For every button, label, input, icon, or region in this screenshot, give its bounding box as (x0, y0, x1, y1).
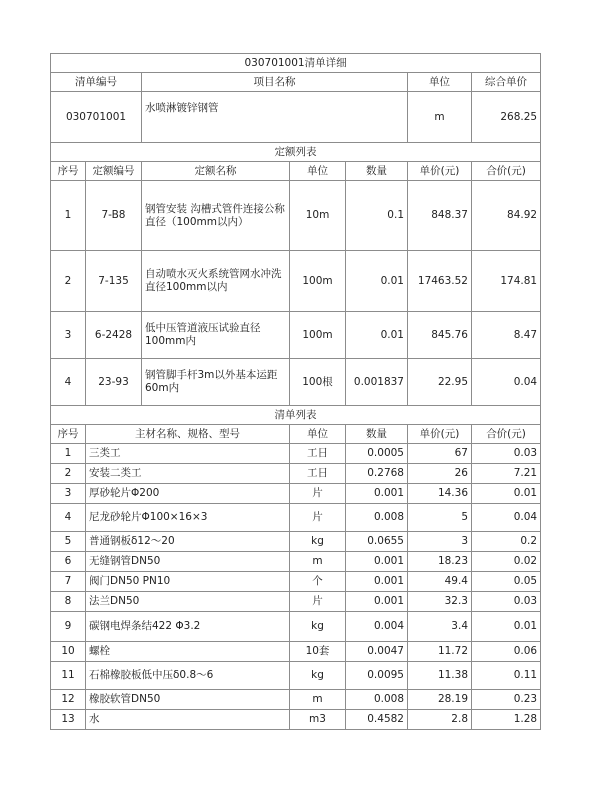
material-name: 尼龙砂轮片Φ100×16×3 (86, 504, 290, 532)
material-qty: 0.001 (346, 484, 408, 504)
material-name: 水 (86, 710, 290, 730)
material-name-header: 主材名称、规格、型号 (86, 425, 290, 444)
table-row (51, 612, 541, 642)
quota-total: 84.92 (472, 181, 541, 251)
material-total: 0.02 (472, 552, 541, 572)
material-qty-header: 数量 (346, 425, 408, 444)
material-qty: 0.008 (346, 690, 408, 710)
quota-name-header: 定额名称 (142, 162, 290, 181)
table-row (51, 710, 541, 730)
quota-code: 23-93 (86, 359, 142, 406)
quota-total: 174.81 (472, 251, 541, 312)
material-qty: 0.001 (346, 572, 408, 592)
table-row (51, 444, 541, 464)
material-section-title: 清单列表 (51, 406, 541, 425)
material-name: 普通钢板δ12～20 (86, 532, 290, 552)
quota-unit: 100根 (290, 359, 346, 406)
table-row (51, 662, 541, 690)
material-seq: 3 (51, 484, 86, 504)
material-unit-price: 3 (408, 532, 472, 552)
material-total: 0.05 (472, 572, 541, 592)
material-total: 1.28 (472, 710, 541, 730)
table-row (51, 690, 541, 710)
material-seq: 5 (51, 532, 86, 552)
material-unit: m (290, 552, 346, 572)
material-total: 0.04 (472, 504, 541, 532)
material-unit-price: 11.38 (408, 662, 472, 690)
quota-section-title: 定额列表 (51, 143, 541, 162)
table-row (51, 181, 541, 251)
material-unit: m3 (290, 710, 346, 730)
item-code: 030701001 (51, 92, 142, 143)
quota-seq: 3 (51, 312, 86, 359)
material-total: 0.03 (472, 444, 541, 464)
quota-unit-price: 17463.52 (408, 251, 472, 312)
quota-unit-price: 22.95 (408, 359, 472, 406)
material-total: 0.01 (472, 612, 541, 642)
quota-code: 7-B8 (86, 181, 142, 251)
table-title: 030701001清单详细 (51, 54, 541, 73)
material-total-header: 合价(元) (472, 425, 541, 444)
quota-qty: 0.001837 (346, 359, 408, 406)
material-total: 0.11 (472, 662, 541, 690)
material-name: 法兰DN50 (86, 592, 290, 612)
quota-total: 0.04 (472, 359, 541, 406)
item-unit: m (408, 92, 472, 143)
quota-qty: 0.1 (346, 181, 408, 251)
material-unit: kg (290, 662, 346, 690)
table-row (51, 572, 541, 592)
material-qty: 0.2768 (346, 464, 408, 484)
material-qty: 0.001 (346, 592, 408, 612)
material-total: 0.23 (472, 690, 541, 710)
material-name: 螺栓 (86, 642, 290, 662)
material-unit-price: 5 (408, 504, 472, 532)
material-unit: 个 (290, 572, 346, 592)
material-unit: kg (290, 532, 346, 552)
material-total: 0.06 (472, 642, 541, 662)
quota-unit: 100m (290, 251, 346, 312)
table-row (51, 251, 541, 312)
material-qty: 0.001 (346, 552, 408, 572)
material-name: 安装二类工 (86, 464, 290, 484)
material-qty: 0.008 (346, 504, 408, 532)
table-row (51, 552, 541, 572)
material-seq: 10 (51, 642, 86, 662)
material-unit-price: 18.23 (408, 552, 472, 572)
quota-name: 自动喷水灭火系统管网水冲洗直径100mm以内 (142, 251, 290, 312)
bill-detail-table (50, 53, 541, 730)
material-unit-price-header: 单价(元) (408, 425, 472, 444)
material-seq: 11 (51, 662, 86, 690)
material-unit: 片 (290, 504, 346, 532)
material-seq: 1 (51, 444, 86, 464)
item-price: 268.25 (472, 92, 541, 143)
quota-unit-price: 848.37 (408, 181, 472, 251)
material-unit-price: 28.19 (408, 690, 472, 710)
quota-qty: 0.01 (346, 251, 408, 312)
material-total: 7.21 (472, 464, 541, 484)
material-seq: 2 (51, 464, 86, 484)
material-name: 无缝钢管DN50 (86, 552, 290, 572)
material-unit-price: 49.4 (408, 572, 472, 592)
material-qty: 0.0047 (346, 642, 408, 662)
material-qty: 0.0095 (346, 662, 408, 690)
quota-seq: 1 (51, 181, 86, 251)
item-name: 水喷淋镀锌钢管 (142, 92, 408, 143)
material-qty: 0.4582 (346, 710, 408, 730)
material-total: 0.03 (472, 592, 541, 612)
material-qty: 0.0005 (346, 444, 408, 464)
table-row (51, 532, 541, 552)
quota-code-header: 定额编号 (86, 162, 142, 181)
quota-qty: 0.01 (346, 312, 408, 359)
material-seq: 7 (51, 572, 86, 592)
table-row (51, 484, 541, 504)
quota-seq: 4 (51, 359, 86, 406)
material-unit-price: 26 (408, 464, 472, 484)
item-unit-header: 单位 (408, 73, 472, 92)
quota-unit-price-header: 单价(元) (408, 162, 472, 181)
material-unit-price: 11.72 (408, 642, 472, 662)
material-unit: kg (290, 612, 346, 642)
material-name: 厚砂轮片Φ200 (86, 484, 290, 504)
material-unit-price: 32.3 (408, 592, 472, 612)
quota-unit: 10m (290, 181, 346, 251)
table-row (51, 359, 541, 406)
table-row (51, 464, 541, 484)
material-unit: 10套 (290, 642, 346, 662)
material-seq: 6 (51, 552, 86, 572)
table-row (51, 592, 541, 612)
item-name-header: 项目名称 (142, 73, 408, 92)
item-price-header: 综合单价 (472, 73, 541, 92)
material-name: 橡胶软管DN50 (86, 690, 290, 710)
quota-name: 钢管安装 沟槽式管件连接公称直径（100mm以内） (142, 181, 290, 251)
material-name: 石棉橡胶板低中压δ0.8～6 (86, 662, 290, 690)
material-unit: 片 (290, 484, 346, 504)
material-unit-price: 14.36 (408, 484, 472, 504)
material-qty: 0.004 (346, 612, 408, 642)
quota-total: 8.47 (472, 312, 541, 359)
material-unit-price: 67 (408, 444, 472, 464)
material-unit: 工日 (290, 464, 346, 484)
table-row (51, 504, 541, 532)
material-qty: 0.0655 (346, 532, 408, 552)
quota-qty-header: 数量 (346, 162, 408, 181)
quota-total-header: 合价(元) (472, 162, 541, 181)
quota-unit-price: 845.76 (408, 312, 472, 359)
quota-seq-header: 序号 (51, 162, 86, 181)
material-unit: 片 (290, 592, 346, 612)
material-name: 阀门DN50 PN10 (86, 572, 290, 592)
material-name: 碳钢电焊条结422 Φ3.2 (86, 612, 290, 642)
material-unit: m (290, 690, 346, 710)
material-seq: 8 (51, 592, 86, 612)
table-row (51, 312, 541, 359)
quota-name: 低中压管道液压试验直径100mm内 (142, 312, 290, 359)
material-seq: 4 (51, 504, 86, 532)
material-total: 0.01 (472, 484, 541, 504)
quota-seq: 2 (51, 251, 86, 312)
material-unit-price: 3.4 (408, 612, 472, 642)
material-unit-header: 单位 (290, 425, 346, 444)
material-unit-price: 2.8 (408, 710, 472, 730)
material-seq: 12 (51, 690, 86, 710)
quota-name: 钢管脚手杆3m以外基本运距60m内 (142, 359, 290, 406)
material-seq: 13 (51, 710, 86, 730)
material-unit: 工日 (290, 444, 346, 464)
quota-code: 7-135 (86, 251, 142, 312)
material-total: 0.2 (472, 532, 541, 552)
item-code-header: 清单编号 (51, 73, 142, 92)
material-seq-header: 序号 (51, 425, 86, 444)
quota-unit-header: 单位 (290, 162, 346, 181)
material-seq: 9 (51, 612, 86, 642)
material-name: 三类工 (86, 444, 290, 464)
quota-code: 6-2428 (86, 312, 142, 359)
quota-unit: 100m (290, 312, 346, 359)
table-row (51, 642, 541, 662)
